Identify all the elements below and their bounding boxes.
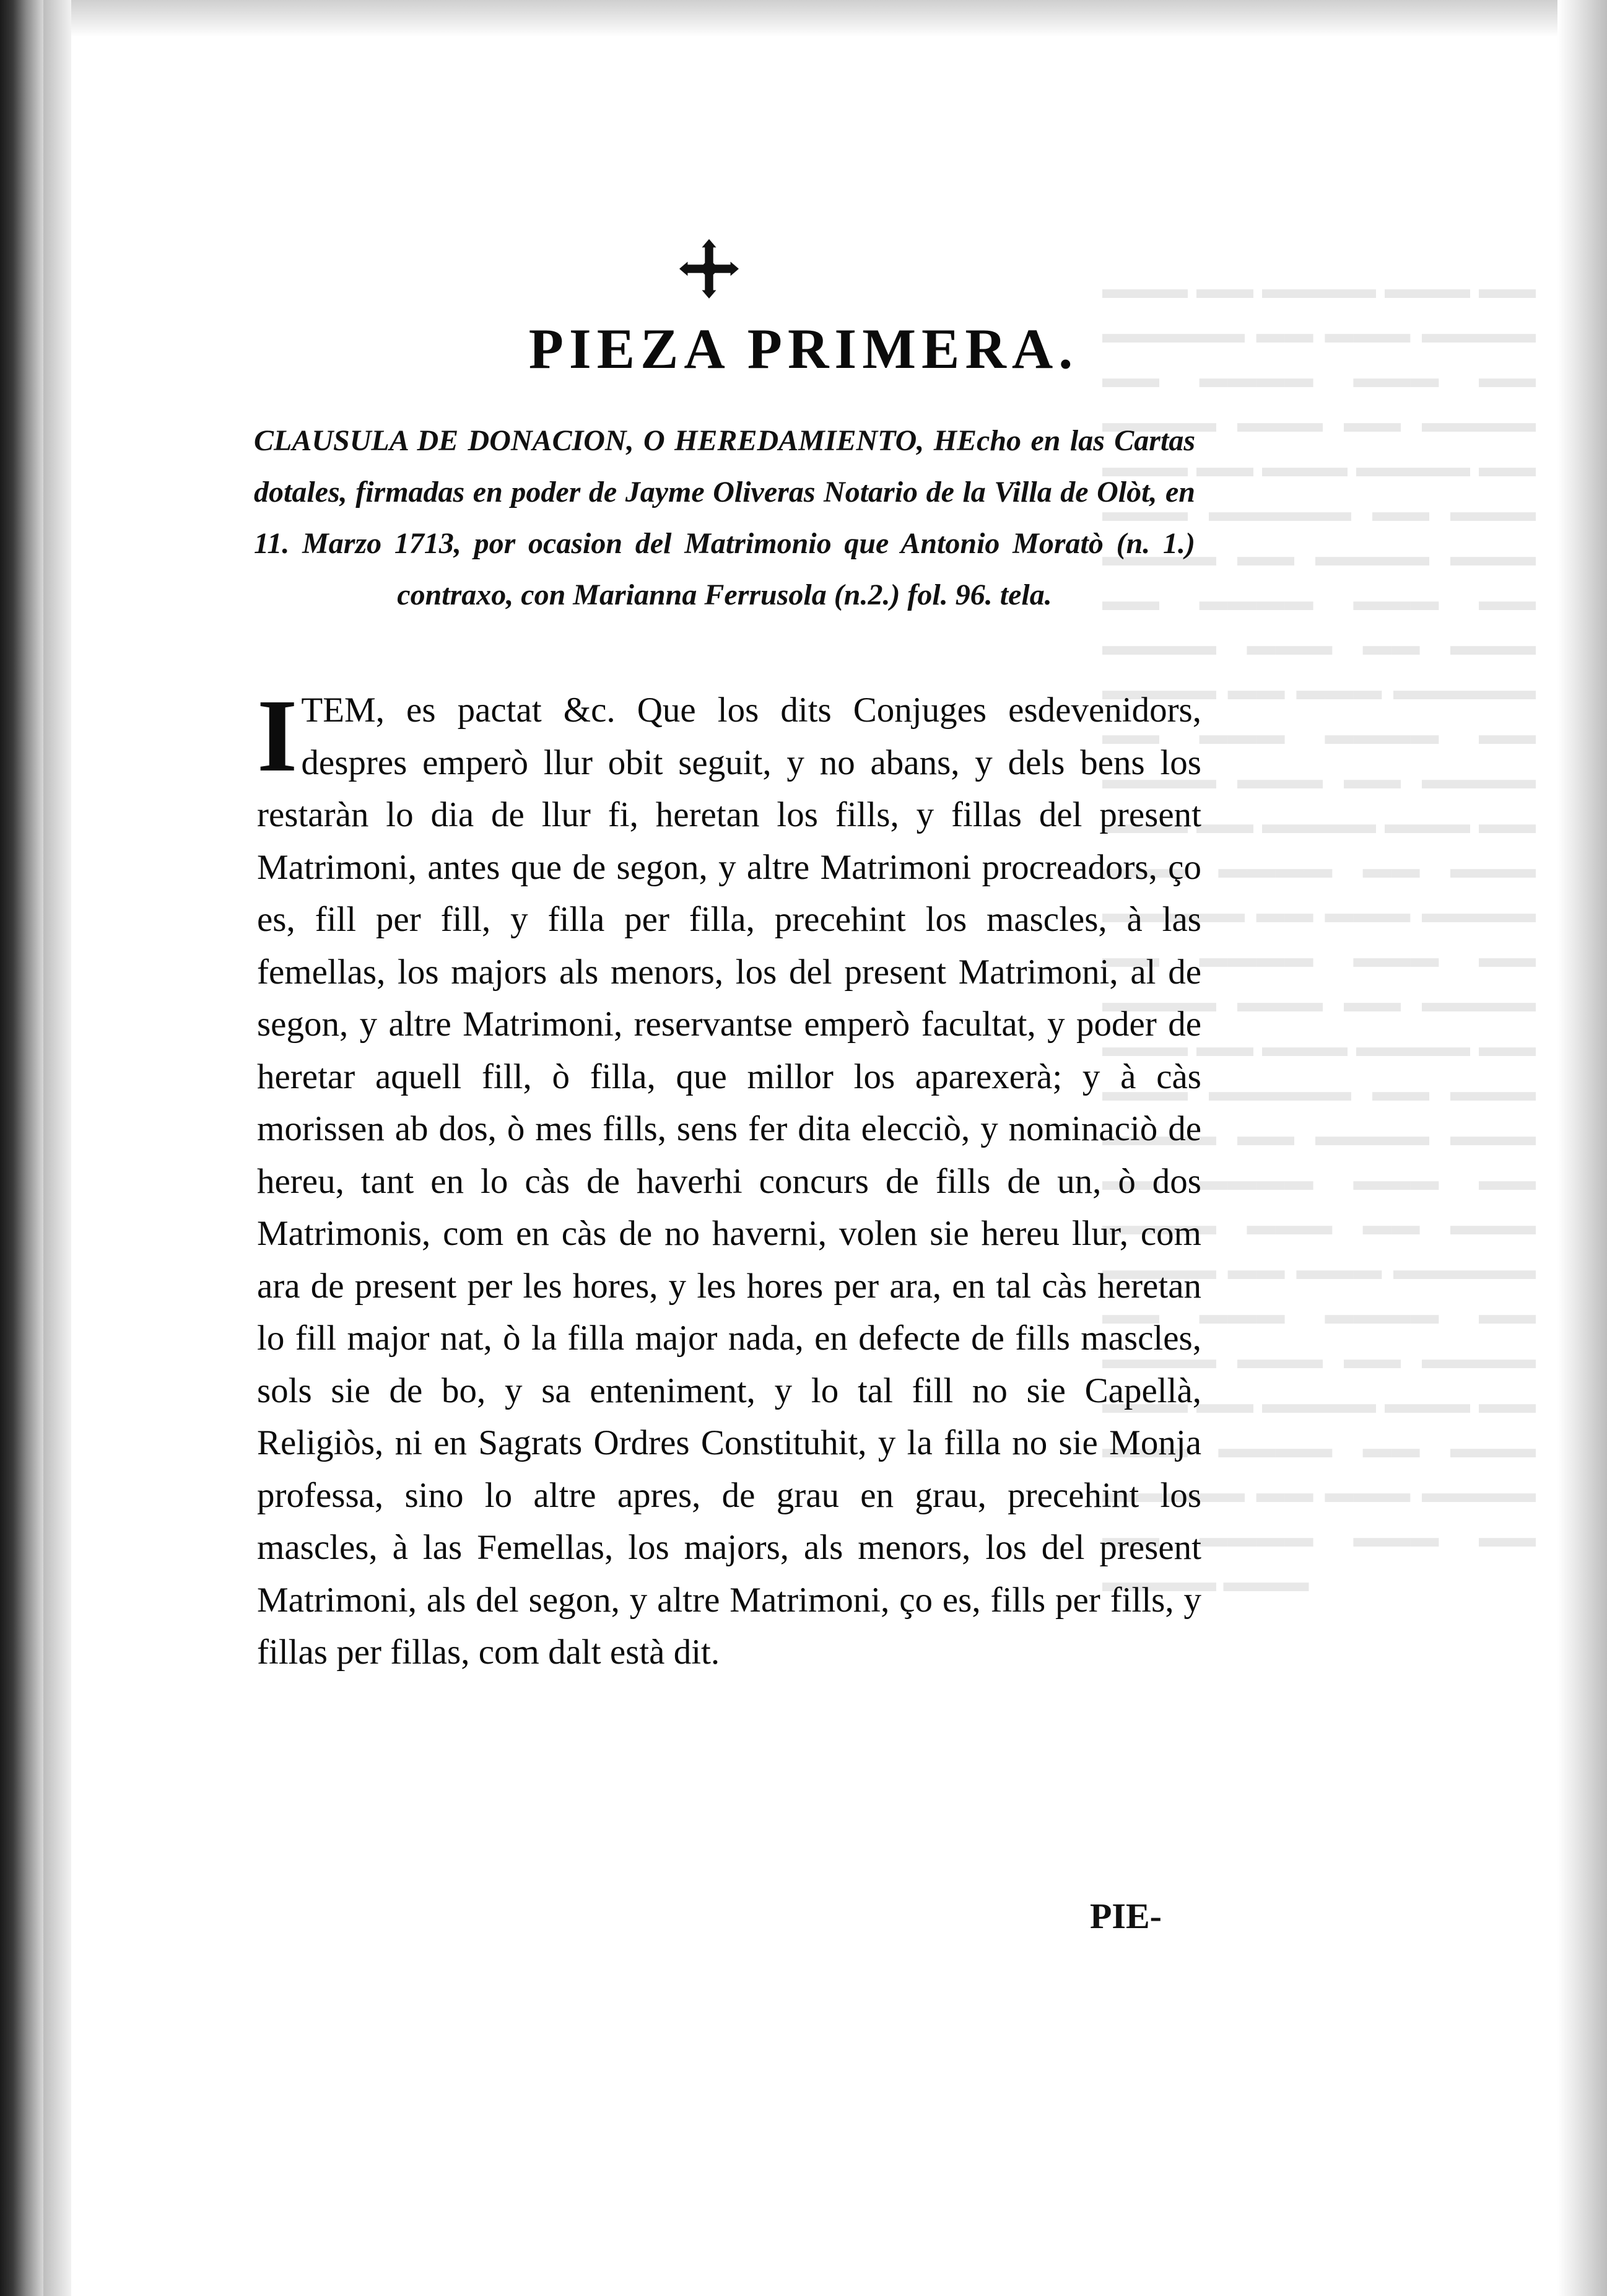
show-through-texture: ▬▬▬ ▬▬ ▬▬▬▬ ▬▬▬ ▬▬ ▬▬▬▬▬ ▬▬ ▬▬▬ ▬▬▬▬ ▬▬ ▬▬▬▬ ▬▬▬ ▬▬ ▬▬▬▬ ▬▬▬ ▬▬ ▬▬▬▬ ▬▬▬ ▬▬ ▬▬▬ ▬▬▬▬ ▬▬ ▬▬▬ ▬▬▬▬▬ ▬▬ ▬▬▬ ▬▬▬▬ ▬▬ ▬▬▬▬ ▬▬▬ ▬▬ ▬▬▬▬ ▬▬▬ ▬▬ ▬▬▬▬ ▬▬▬ ▬▬ ▬▬▬ ▬▬▬▬ ▬▬ ▬▬▬ ▬▬▬▬▬ ▬▬ ▬▬▬ ▬▬▬▬ ▬▬ ▬▬▬▬ ▬▬▬ ▬▬ ▬▬▬▬ ▬▬▬ ▬▬ ▬▬▬▬ ▬▬▬ ▬▬ ▬▬▬ ▬▬▬▬ ▬▬ ▬▬▬ ▬▬▬▬▬ ▬▬ ▬▬▬ ▬▬▬▬ ▬▬ ▬▬▬▬ ▬▬▬ ▬▬ ▬▬▬▬ ▬▬▬ ▬▬ ▬▬▬▬ ▬▬▬ ▬▬ ▬▬▬ ▬▬▬▬ ▬▬ ▬▬▬ ▬▬▬▬▬ ▬▬ ▬▬▬ ▬▬▬▬ ▬▬ ▬▬▬▬ ▬▬▬ ▬▬ ▬▬▬▬ ▬▬▬ ▬▬ ▬▬▬▬ ▬▬▬ ▬▬ ▬▬▬ ▬▬▬▬ ▬▬ ▬▬▬ ▬▬▬▬▬ ▬▬ ▬▬▬ ▬▬▬▬ ▬▬ ▬▬▬▬ ▬▬▬ ▬▬ ▬▬▬▬ ▬▬▬ ▬▬ ▬▬▬▬ ▬▬▬ ▬▬ ▬▬▬ ▬▬▬▬ ▬▬ ▬▬▬ ▬▬▬▬▬ ▬▬ ▬▬▬ ▬▬▬▬ ▬▬ ▬▬▬▬ ▬▬▬ ▬▬ ▬▬▬▬ ▬▬▬ (1102, 273, 1536, 1597)
body-text: TEM, es pactat &c. Que los dits Conjuges esdevenidors, despres emperò llur obit seguit, y no abans, y dels bens los restaràn lo dia de llur fi, heretan los fills, y fillas del present Matrimoni, antes que de segon, y altre Matrimoni procreadors, ço es, fill per fill, y filla per filla, precehint los mascles, à las femellas, los majors als menors, los del present Matrimoni, al de segon, y altre Matrimoni, reservantse emperò facultat, y poder de heretar aquell fill, ò filla, que millor los aparexerà; y à càs morissen ab dos, ò mes fills, sens fer dita elecciò, y nominaciò de hereu, tant en lo càs de haverhi concurs de fills de un, ò dos Matrimonis, com en càs de no haverni, volen sie hereu llur, com ara de present per les hores, y les hores per ara, en tal càs heretan lo fill major nat, ò la filla major nada, en defecte de fills mascles, sols sie de bo, y sa enteniment, y lo tal fill no sie Capellà, Religiòs, ni en Sagrats Ordres Constituhit, y la filla no sie Monja professa, sino lo altre apres, de grau en grau, precehint los mascles, à las Femellas, los majors, als menors, los del present Matrimoni, als del segon, y altre Matrimoni, ço es, fills per fills, y fillas per fillas, com dalt està dit. (257, 691, 1201, 1672)
clause-heading: CLAUSULA DE DONACION, O HEREDAMIENTO, HEcho en las Cartas dotales, firmadas en poder de Jayme Oliveras Notario de la Villa de Olòt, en 11. Marzo 1713, por ocasion del Matrimonio que Antonio Moratò (n. 1.) contraxo, con Marianna Ferrusola (n.2.) fol. 96. tela. (254, 424, 1195, 611)
page-top-edge (0, 0, 1607, 37)
cross-ornament-icon (679, 239, 739, 299)
drop-capital: I (257, 678, 298, 793)
body-paragraph (257, 678, 1201, 1679)
catchword: PIE- (1090, 1896, 1162, 1936)
page-title: PIEZA PRIMERA. (528, 317, 1079, 380)
